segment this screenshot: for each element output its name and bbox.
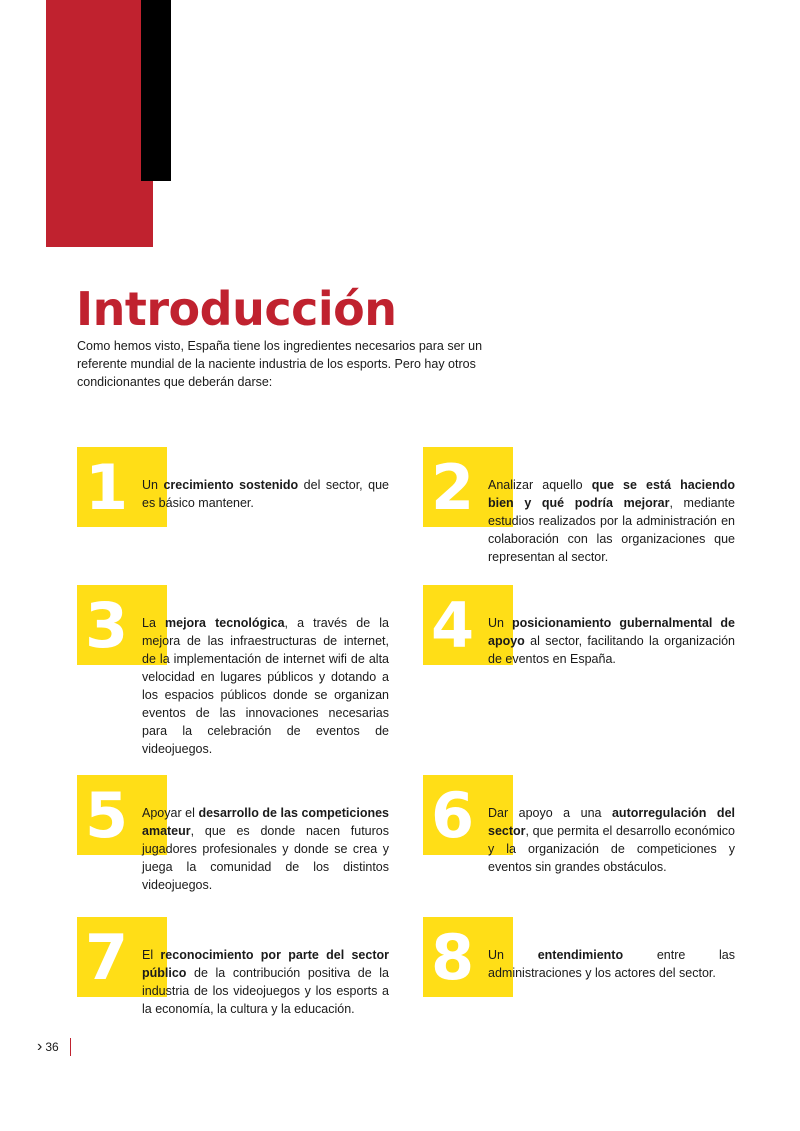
item-number: 6 (431, 779, 475, 852)
item-text (142, 614, 389, 758)
item-text-segment: de la contribución positiva de la industria de los videojuegos y los esports a la economía, la cultura y la educación. (142, 966, 389, 1016)
divider (70, 1038, 71, 1056)
item-text-segment: El (142, 948, 161, 962)
decorative-red-block (46, 0, 153, 247)
item-number: 1 (85, 451, 129, 524)
item-text (488, 946, 735, 982)
list-item (423, 917, 753, 1097)
page-number: 36 (45, 1040, 59, 1054)
item-text-bold: autorregulación del sector (488, 806, 735, 838)
item-text-segment: al sector, facilitando la organización de eventos en España. (488, 634, 735, 666)
item-text-bold: posicionamiento gubernalmental de apoyo (488, 616, 735, 648)
item-text-bold: que se está haciendo bien y qué podría mejorar (488, 478, 736, 510)
item-number: 5 (85, 779, 129, 852)
chevron-right-icon: › (37, 1038, 43, 1055)
item-text-bold: desarrollo de las competiciones amateur (142, 806, 389, 838)
item-text-segment: , que permita el desarrollo económico y la organización de competiciones y eventos sin grandes obstáculos. (488, 824, 735, 874)
list-item (423, 585, 753, 765)
item-text-segment: Un (488, 948, 538, 962)
item-text-segment: Apoyar el (142, 806, 199, 820)
list-item (77, 917, 407, 1097)
item-number: 8 (431, 921, 475, 994)
item-text (142, 804, 389, 894)
item-text-segment: Analizar aquello (488, 478, 592, 492)
list-item (77, 585, 407, 765)
item-text-segment: Un (488, 616, 512, 630)
item-number: 3 (85, 589, 129, 662)
item-text-bold: reconocimiento por parte del sector público (142, 948, 389, 980)
item-text-segment: La (142, 616, 165, 630)
item-text-segment: Dar apoyo a una (488, 806, 612, 820)
item-number: 4 (431, 589, 475, 662)
item-text (488, 614, 735, 668)
item-number: 2 (431, 451, 475, 524)
item-text-segment: , mediante estudios realizados por la administración en colaboración con las organizaciones que representan al sector. (488, 496, 735, 564)
item-text (488, 476, 735, 566)
item-text-segment: entre las administraciones y los actores del sector. (488, 948, 735, 980)
item-text-segment: Un (142, 478, 164, 492)
decorative-black-block (141, 0, 171, 181)
item-number: 7 (85, 921, 129, 994)
item-text-bold: crecimiento sostenido (163, 478, 299, 492)
page-title: Introducción (76, 282, 397, 336)
item-text-segment: del sector, que es básico mantener. (142, 478, 389, 510)
item-text-bold: mejora tecnológica (165, 616, 285, 630)
intro-paragraph: Como hemos visto, España tiene los ingredientes necesarios para ser un referente mundial de la naciente industria de los esports. Pero hay otros condicionantes que deberán darse: (77, 339, 483, 389)
item-text-segment: , que es donde nacen futuros jugadores profesionales y donde se crea y juega la comunidad de los distintos videojuegos. (142, 824, 389, 892)
item-text (142, 476, 389, 512)
item-text (488, 804, 735, 876)
item-text-bold: entendimiento (537, 948, 624, 962)
page-footer (37, 1038, 71, 1056)
item-text (142, 946, 389, 1018)
item-text-segment: , a través de la mejora de las infraestructuras de internet, de la implementación de internet wifi de alta velocidad en lugares públicos y dotando a los espacios públicos donde se organizan eventos de las innovaciones necesarias para la celebración de eventos de videojuegos. (142, 616, 389, 756)
